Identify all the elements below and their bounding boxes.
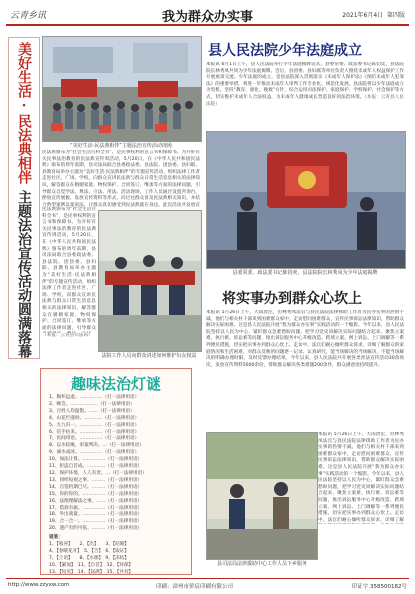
page-footer <box>6 578 409 591</box>
photo-legal-aid <box>206 432 318 560</box>
issue-date: 2021年6月4日 第四版 <box>342 12 405 19</box>
event-scene-image <box>43 37 201 141</box>
riddle-item: 7、民间用语。……………（打一法律用语） <box>49 436 140 442</box>
riddle-item: 1、胸怀远虑。……………（打一法律用语） <box>49 395 140 400</box>
photo-legal-event <box>42 36 202 142</box>
sidebar-headline <box>8 37 40 359</box>
riddle-item: 3、百姓人均温饱。……（打一法律用语） <box>49 408 135 414</box>
riddle-item: 17、借款有据。……………（打一法律用语） <box>49 505 143 511</box>
answer-item: 1、【收养】 2、【出】 3、【结婚】 <box>49 541 129 547</box>
riddle-item: 15、你的你的。……………（打一法律用语） <box>49 491 143 497</box>
riddle-item: 11、拒盗自首成。…………（打一法律用语） <box>49 464 143 470</box>
riddle-item: 6、信手拈来。……………（打一法律用语） <box>49 429 140 435</box>
photo4-caption: 县司法局法律援助中心工作人员下乡服务 <box>216 561 307 567</box>
answer-item: 4、【春暖花开】 5、【合】 6、【取证】 <box>49 548 129 554</box>
page-title: 我为群众办实事 <box>161 10 253 25</box>
riddle-item: 12、保护环境，人人有责。…（打一法律用语） <box>49 470 147 476</box>
riddle-list <box>49 395 189 533</box>
riddle-item: 13、同样短视之事。………（打一法律用语） <box>49 477 143 483</box>
footer-website[interactable]: http://www.zzyxw.com <box>8 582 70 588</box>
answer-item: 7、【土语】 8、【水源】 9、【冻结】 <box>49 555 129 561</box>
story3-body-column: 本报讯 5月26日上午，大雨滂沱，但林秀凤法官与县民法院法律援助工作者为民办实事的热情不减。他们与相关村干部来到困难群众家中，走访慰问困难群众，宣传民事诉讼法律知识，帮助群众解决实际困难。这是县人民法院开展“我为群众办实事”实践活动的一个缩影。今年以来，县人民法院坚持以人民为中心，紧盯群众急难愁盼问题，把学习党史同解决实际问题结合起来，聚焦立案难、执行难、诉讼难等问题，推出诉讼服务中心升级改造、跨域立案、网上诉讼、上门调解等一系列便民措施，切实把实事办到群众心坎上。走访中，法官们耐心倾听群众诉求，详细了解 <box>318 432 404 523</box>
footer-printer: 印刷：漳州市侨宸印刷有限公司 <box>156 584 234 590</box>
legal-aid-scene-image <box>207 433 317 559</box>
riddle-answers <box>49 535 189 575</box>
legal-riddle-box <box>40 368 192 575</box>
riddle-item: 19、合一合一。……………（打一法律用语） <box>49 519 143 525</box>
counseling-scene-image <box>99 211 201 351</box>
answers-label: 谜底： <box>49 535 63 540</box>
photo-court-unveiling <box>206 131 406 269</box>
footer-phone: 印证字 358500182号 <box>351 584 407 590</box>
story1-body: 本报讯 6月1日上午，县人民法院举行少年法庭揭牌仪式，县委常委、政法委书记陈钧奕，县法院院长林秀凤共同为少年法庭揭牌。会后，县团委、县妇联等单位负责人围绕未成年人权益保护工作开展座谈交流。少年法庭的成立，是县法院深入贯彻落实《未成年人保护法》《预防未成年人犯罪法》的重要举措，将进一步推动未成年人审判工作专业化、规范化发展。县法院将以少年法庭成立为契机，坚持“教育、感化、挽救”方针，综合运用司法保护、家庭保护、学校保护、社会保护等方式，切实维护未成年人合法权益，为未成年人健康成长营造良好的法治环境。（本报：云青县人民法院） <box>206 62 404 107</box>
answer-item: 13、【短见】 14、【届满】 15、【共有】 <box>49 569 134 575</box>
riddle-item: 2、蜂会。………………（打一法律用语） <box>49 401 135 407</box>
page-header <box>6 4 409 26</box>
answer-item: 10、【累加】 11、【自首】 12、【环保】 <box>49 562 134 568</box>
unveiling-scene-image <box>207 132 405 268</box>
photo1-caption: “美好生活·民法典相伴”主题法治宣传活动现场 <box>70 143 172 149</box>
riddle-item: 8、以水结缘，审案判决。…（打一法律用语） <box>49 443 144 449</box>
story2-byline: （本报：云青县司法局） <box>42 333 93 338</box>
story3-headline: 将实事办到群众心坎上 <box>222 291 362 307</box>
riddle-item: 20、遗产有约可依。………（打一法律用语） <box>49 526 143 532</box>
riddle-item: 10、加法计算。……………（打一法律用语） <box>49 457 143 463</box>
story2-body-column: 民法典颁布为“社会生活百科全书”，是民事权利的宣言书和保障书。为开好有关民事法治教育的民法典宣传周活动，5月20日，在《中华人民共和国民法典》颁布的周年前期，县司法局联合县委政法委、县法院、团县委、县妇联、县教育局举办主题为“美好生活·民法典相伴”的专题宣传活动，组织法律工作者走进社区、广场、学校，向群众宣讲民法典与群众日常生活息息相关的法律知识，解答群众在婚姻家庭、物权保护、合同签订、继承等方面的法律问题，引导群众 <box>42 207 96 331</box>
riddle-item: 5、九九归一。……………（打一法律用语） <box>49 422 140 428</box>
photo2-caption: 县委常委、政法委书记陈钧奕、县法院院长林秀凤为少年法庭揭牌 <box>232 270 378 276</box>
photo-court-counseling <box>98 210 202 352</box>
riddle-item: 4、山花烂漫时。…………（打一法律用语） <box>49 415 140 421</box>
sidebar-title-dark: 主题法治宣传活动圆满落幕 <box>16 190 32 358</box>
riddle-item: 18、外出商量。……………（打一法律用语） <box>49 512 143 518</box>
riddle-title: 趣味法治灯谜 <box>70 375 161 393</box>
riddle-item: 16、法理理解法之事。……（打一法律用语） <box>49 498 143 504</box>
riddle-item: 9、滴水成冰。……………（打一法律用语） <box>49 450 140 456</box>
photo3-caption: 法院工作人员向群众讲述如何维护妇女权益 <box>101 353 197 359</box>
riddle-item: 14、自签约期已尽。………（打一法律用语） <box>49 484 143 490</box>
story2-body-top: 民法典颁布为“社会生活百科全书”，是民事权利的宣言书和保障书。为开好有关民事法治教育的民法典宣传周活动，5月20日，在《中华人民共和国民法典》颁布的周年前期，县司法局联合县委政法委、县法院、团县委、县妇联、县教育局举办主题为“美好生活·民法典相伴”的专题宣传活动，组织法律工作者走进社区、广场、学校，向群众宣讲民法典与群众日常生活息息相关的法律知识，解答群众在婚姻家庭、物权保护、合同签订、继承等方面的法律问题，引导群众自觉学法、尊法、守法、用法。活动现场，工作人员通过设置咨询台、摆放宣传展板、发放宣传资料等形式，向过往群众普及民法典相关知识，并结合典型案例以案说法，让群众真切感受到民法典就在身边。此次活动共发放宣 <box>42 150 200 207</box>
story1-headline: 县人民法院少年法庭成立 <box>208 43 362 59</box>
story3-body-top: 本报讯 5月26日上午，大雨滂沱，但林秀凤法官与县民法院法律援助工作者为民办实事的热情不减。他们与相关村干部来到困难群众家中，走访慰问困难群众，宣传民事诉讼法律知识，帮助群众解决实际困难。这是县人民法院开展“我为群众办实事”实践活动的一个缩影。今年以来，县人民法院坚持以人民为中心，紧盯群众急难愁盼问题，把学习党史同解决实际问题结合起来，聚焦立案难、执行难、诉讼难等问题，推出诉讼服务中心升级改造、跨域立案、网上诉讼、上门调解等一系列便民措施，切实把实事办到群众心坎上。走访中，法官们耐心倾听群众诉求，详细了解群众的家庭情况和生活困难，对群众反映的问题逐一记录、认真研究，能当场解决的当场解决，不能当场解决的明确办理时限，及时反馈办理结果。今年以来，县人民法院共开展各类普法宣传活动30余场次，发放宣传资料5000余份，帮助群众解决各类难题200余件，群众满意度持续提升。 <box>206 310 404 368</box>
brand-name: 云青乡讯 <box>10 11 47 21</box>
answer-list <box>49 542 189 575</box>
sidebar-title-red: 美好生活·民法典相伴 <box>16 42 32 184</box>
